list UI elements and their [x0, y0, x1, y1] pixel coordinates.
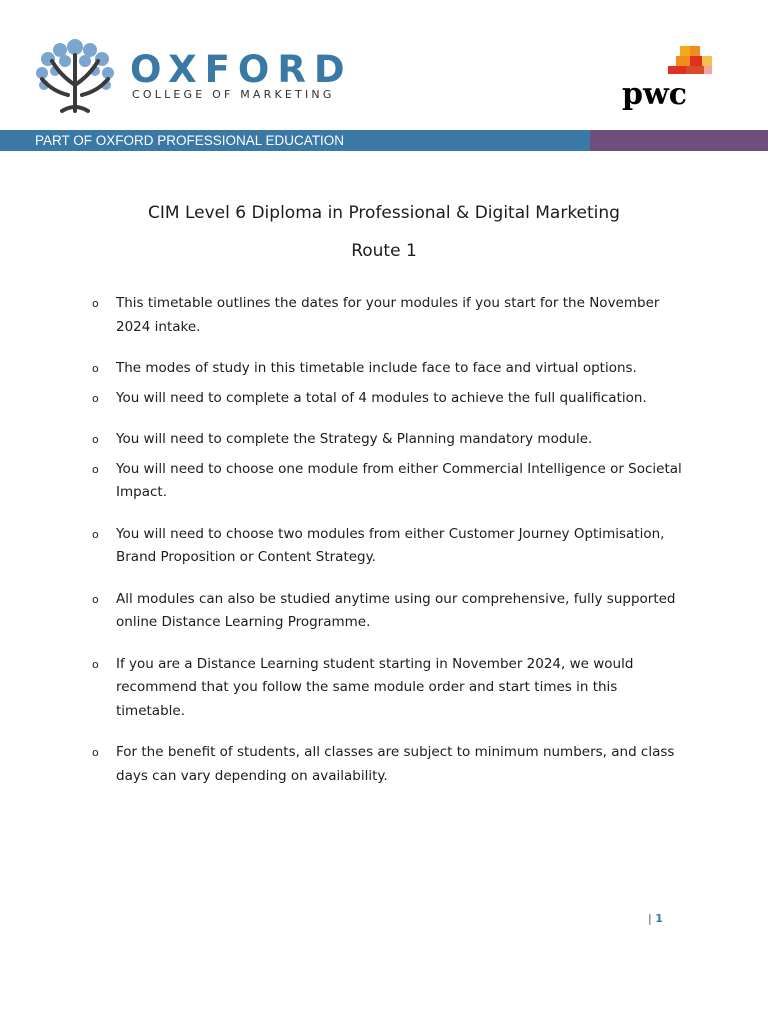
- bullet-item: [92, 653, 682, 724]
- document-title: CIM Level 6 Diploma in Professional & Digital Marketing: [148, 203, 620, 223]
- bullet-marker: o: [92, 362, 99, 375]
- bullet-text: The modes of study in this timetable include face to face and virtual options.: [116, 360, 637, 376]
- bullet-marker: o: [92, 433, 99, 446]
- info-bullet-list: [92, 292, 682, 788]
- bullet-item: [92, 292, 682, 339]
- pwc-wordmark: pwc: [622, 77, 688, 112]
- pwc-logo: [620, 42, 715, 112]
- bullet-marker: o: [92, 746, 99, 759]
- brand-name: OXFORD: [130, 48, 353, 91]
- document-subtitle: Route 1: [351, 241, 417, 261]
- bullet-text: All modules can also be studied anytime using our comprehensive, fully supported online Distance Learning Programme.: [116, 590, 676, 630]
- bullet-text: You will need to complete the Strategy & Planning mandatory module.: [116, 431, 593, 447]
- page-footer: [648, 912, 663, 925]
- bullet-text: If you are a Distance Learning student starting in November 2024, we would recommend that you follow the same module order and start times in this timetable.: [116, 655, 634, 719]
- brand-subtitle: COLLEGE OF MARKETING: [132, 88, 335, 101]
- bullet-text: This timetable outlines the dates for your modules if you start for the November 2024 intake.: [116, 295, 660, 335]
- bullet-text: You will need to complete a total of 4 modules to achieve the full qualification.: [116, 389, 647, 406]
- bullet-text: You will need to choose two modules from either Customer Journey Optimisation, Brand Proposition or Content Strategy.: [116, 525, 665, 565]
- bullet-marker: o: [92, 527, 99, 541]
- bullet-item: [92, 428, 682, 452]
- bullet-marker: o: [92, 657, 99, 671]
- bullet-item: [92, 741, 682, 788]
- banner-text: PART OF OXFORD PROFESSIONAL EDUCATION: [0, 130, 590, 151]
- bullet-text: For the benefit of students, all classes are subject to minimum numbers, and class days can vary depending on availability.: [116, 744, 675, 784]
- banner-accent: [590, 130, 768, 151]
- bullet-text: You will need to choose one module from either Commercial Intelligence or Societal Impact.: [116, 460, 682, 500]
- page-header: [0, 0, 768, 130]
- top-banner: [0, 130, 768, 151]
- bullet-item: [92, 523, 682, 570]
- bullet-item: [92, 588, 682, 635]
- page-number: 1: [655, 912, 663, 925]
- bullet-item: [92, 387, 682, 411]
- bullet-marker: o: [92, 391, 99, 405]
- bullet-marker: o: [92, 462, 99, 476]
- bullet-marker: o: [92, 297, 99, 310]
- bullet-item: [92, 458, 682, 505]
- footer-separator: |: [648, 912, 652, 925]
- oxford-tree-logo: [30, 35, 120, 115]
- bullet-marker: o: [92, 592, 99, 606]
- bullet-item: [92, 357, 682, 381]
